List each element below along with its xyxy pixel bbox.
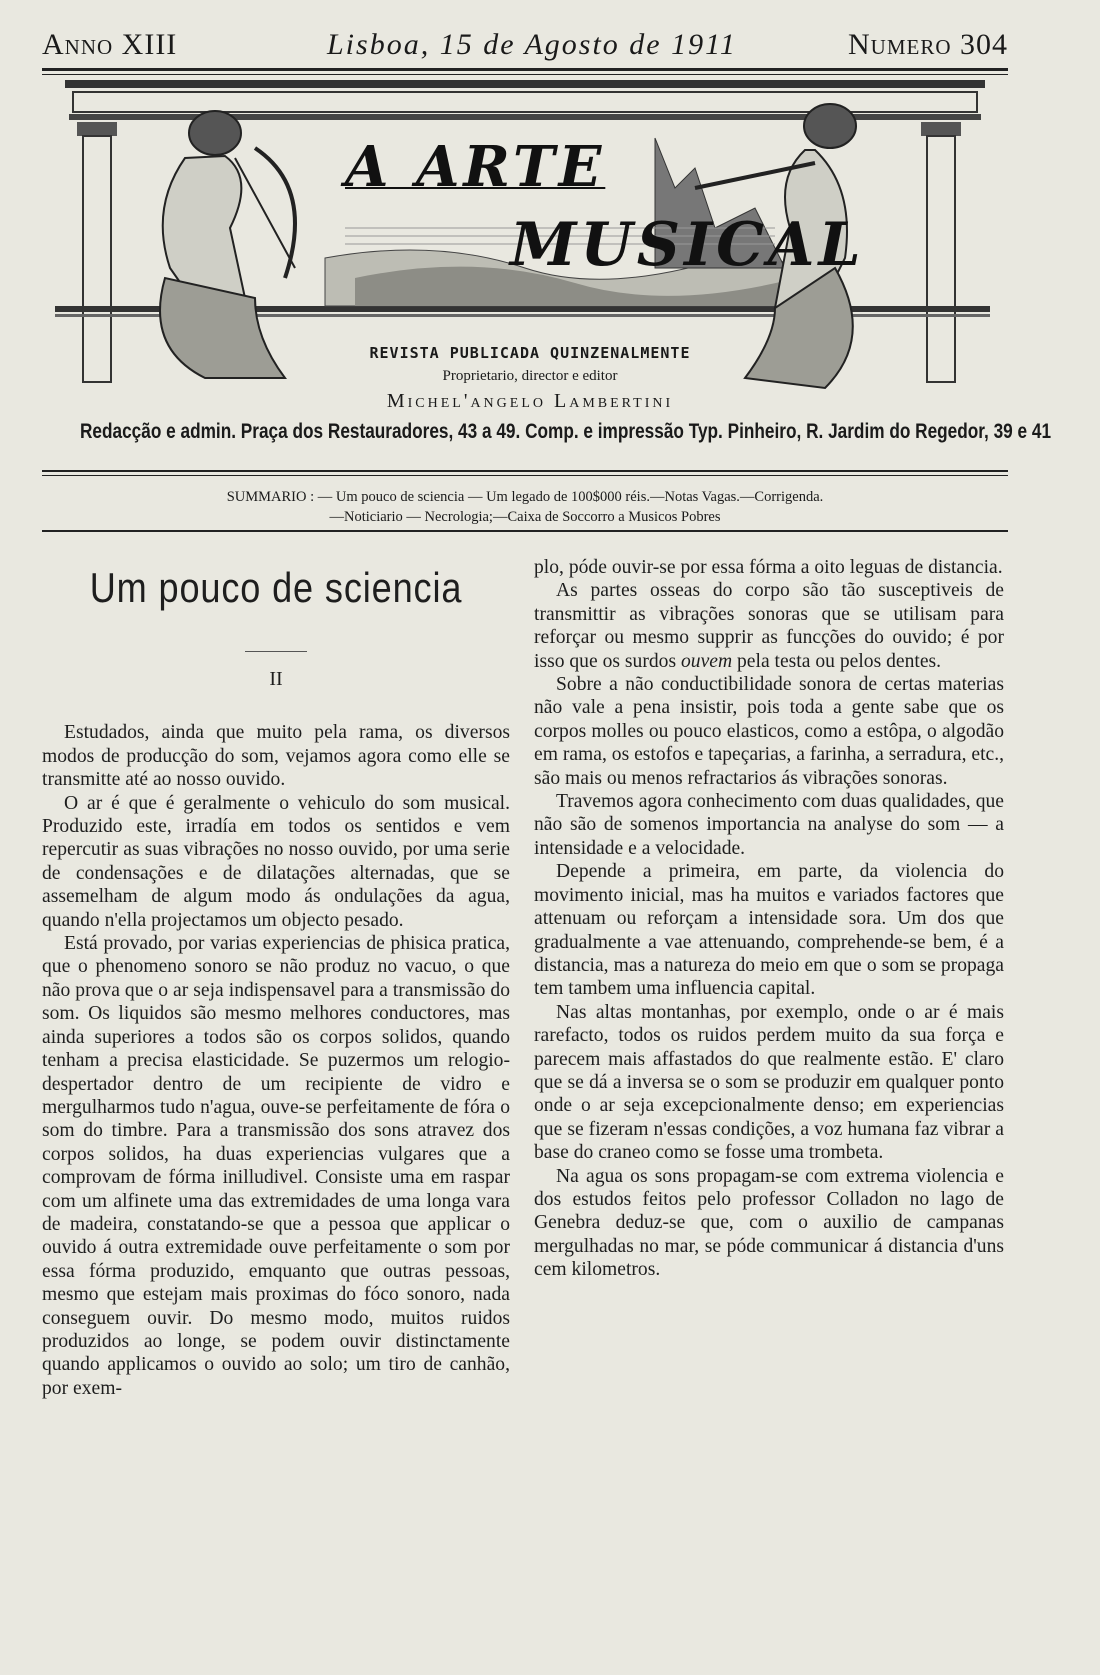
title-divider [245, 651, 307, 652]
masthead [55, 78, 995, 418]
publisher-address: Redacção e admin. Praça dos Restauradores, 43 a 49. Comp. e impressão Typ. Pinheiro, R. Jardim do Regedor, 39 e 41 [80, 420, 1052, 443]
masthead-title-line2: MUSICAL [510, 210, 865, 280]
article-column-right [534, 556, 1004, 1282]
table-of-contents [110, 487, 940, 527]
paragraph-text: As partes osseas do corpo são tão susceptiveis de transmittir as vibrações sonoras que se utilisam para reforçar ou mesmo supprir as funcções do ouvido; é por isso que os surdos [534, 580, 1004, 672]
summary-label: SUMMARIO : [226, 489, 315, 505]
issue-date: Lisboa, 15 de Agosto de 1911 [327, 28, 737, 61]
paragraph: Na agua os sons propagam-se com extrema violencia e dos estudos feitos pelo professor Colladon no lago de Genebra deduz-se que, com o auxilio de campanas mergulhadas no mar, se póde communicar á distancia d'uns cem kilometros. [534, 1165, 1004, 1281]
summary-line-2: —Noticiario — Necrologia;—Caixa de Soccorro a Musicos Pobres [329, 509, 721, 525]
article-part-number: II [269, 668, 283, 690]
summary-rule-top-thin [42, 475, 1008, 476]
paragraph-text: pela testa ou pelos dentes. [732, 650, 942, 672]
paragraph: Estudados, ainda que muito pela rama, os diversos modos de producção do som, vejamos agora como elle se transmitte até ao nosso ouvido. [42, 722, 510, 791]
header-rule-thin [42, 74, 1008, 75]
issue-number: Numero 304 [847, 28, 1008, 61]
paragraph: Travemos agora conhecimento com duas qualidades, que não são de somenos importancia na analyse do som — a intensidade e a velocidade. [534, 791, 1004, 859]
emphasized-word: ouvem [680, 650, 733, 672]
article-column-left [42, 555, 510, 1400]
masthead-editor-name: Michel'angelo Lambertini [386, 390, 674, 412]
summary-rule-top [42, 470, 1008, 472]
masthead-title-line1: A ARTE [345, 134, 606, 200]
paragraph: Sobre a não conductibilidade sonora de certas materias não vale a pena insistir, pois toda a gente sabe que os corpos molles ou pouco elasticos, como a estôpa, o algodão em rama, os estofos e tapeçarias, a farinha, a serradura, etc., são mais ou menos refractarios ás vibrações sonoras. [534, 674, 1005, 789]
masthead-proprietor: Proprietario, director e editor [442, 368, 618, 384]
paragraph: Está provado, por varias experiencias de phisica pratica, que o phenomeno sonoro se não produz no vacuo, o que não prova que o ar seja indispensavel para a transmissão do som. Os liquidos são mesmo melhores conductores, mas ainda superiores a todos são os corpos solidos, quando tenham a precisa elasticidade. Se puzermos um relogio-despertador dentro de um recipiente de vidro e mergulharmos tudo n'agua, ouve-se perfeitamente de fóra o som do timbre. Para a transmissão dos sons atravez dos corpos solidos, ha duas experiencias vulgares que a comprovam de fórma inilludivel. Consiste uma em raspar com um alfinete uma das extremidades de uma longa vara de madeira, constatando-se que a pessoa que applicar o ouvido á outra extremidade ouve perfeitamente o som por essa fórma produzido, emquanto que outras pessoas, mesmo que estejam mais proximas do fóco sonoro, nada conseguem ouvir. Do mesmo modo, muitos ruidos produzidos ao longe, se podem ouvir distinctamente quando applicamos o ouvido ao solo; um tiro de canhão, por exem- [42, 933, 510, 1399]
paragraph [534, 579, 1004, 673]
issue-year: Anno XIII [42, 28, 178, 61]
article-title: Um pouco de sciencia [89, 564, 463, 611]
issue-header [42, 22, 1008, 62]
masthead-subtitle: REVISTA PUBLICADA QUINZENALMENTE [369, 344, 691, 362]
paragraph-continuation: plo, póde ouvir-se por essa fórma a oito leguas de distancia. [534, 557, 1003, 578]
paragraph: Depende a primeira, em parte, da violencia do movimento inicial, mas ha muitos e variados factores que attenuam ou reforçam a intensidade sora. Um dos que gradualmente a vae attenuando, comprehende-se bem, é a distancia, mas a natureza do meio em que o som se propaga tem tambem uma influencia capital. [534, 861, 1004, 1000]
paragraph: O ar é que é geralmente o vehiculo do som musical. Produzido este, irradía em todos os sentidos e vem repercutir as suas vibrações no nosso ouvido, por uma serie de condensações e de dilatações alternadas, que se assemelham de algum modo ás ondulações da agua, quando n'ella projectamos um objecto pesado. [42, 792, 510, 931]
paragraph: Nas altas montanhas, por exemplo, onde o ar é mais rarefacto, todos os ruidos perdem muito da sua força e parecem mais affastados do que realmente estão. E' claro que se dá a inversa se o som se produzir em qualquer ponto onde o ar seja excepcionalmente denso; em experiencias que se fizeram n'essas condições, a voz humana faz vibrar a base do craneo como se fosse uma trombeta. [534, 1001, 1004, 1164]
summary-rule-bottom [42, 530, 1008, 532]
summary-line-1: — Um pouco de sciencia — Um legado de 100$000 réis.—Notas Vagas.—Corrigenda. [317, 489, 824, 505]
header-rule [42, 68, 1008, 71]
